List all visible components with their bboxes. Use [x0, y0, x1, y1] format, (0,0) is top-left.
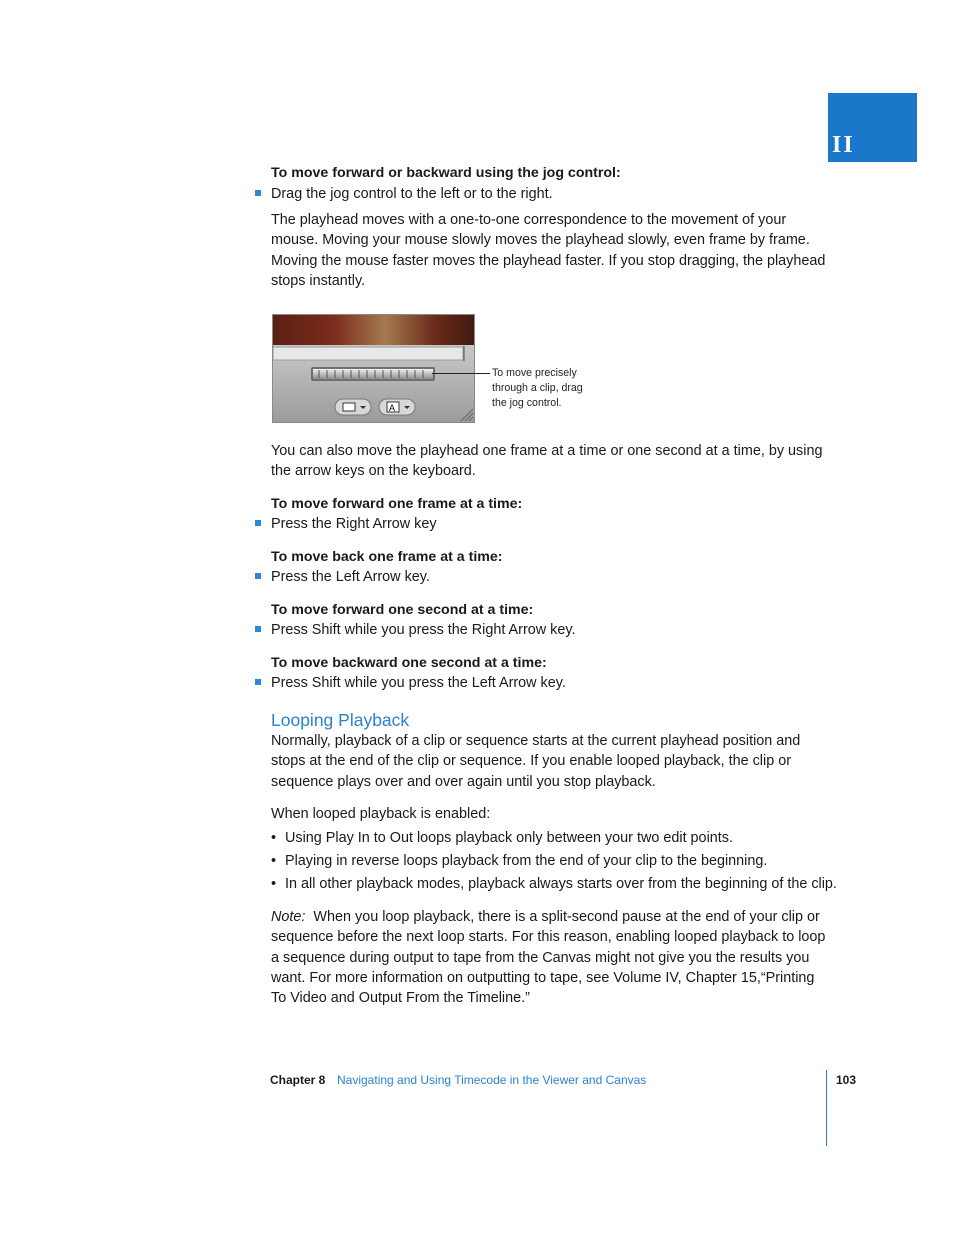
svg-text:A: A: [389, 403, 396, 413]
list-item: [271, 828, 733, 848]
jog-control-paragraph: The playhead moves with a one-to-one correspondence to the movement of your mouse. Moving your mouse slowly moves the playhead slowly, even frame by frame. Moving the mouse faster moves the playhead faster. If you stop dragging, the playhead stops instantly.: [271, 212, 826, 289]
jog-control-screenshot: [272, 314, 475, 423]
task-bullet: [271, 620, 575, 640]
looping-list-intro: When looped playback is enabled:: [271, 806, 491, 822]
square-bullet-icon: [255, 679, 261, 685]
list-item: [271, 874, 837, 894]
square-bullet-icon: [255, 190, 261, 196]
page-number: 103: [836, 1073, 857, 1087]
jog-control-heading: To move forward or backward using the jog control:: [271, 165, 621, 181]
figure-callout: [492, 366, 602, 411]
section-title: Looping Playback: [271, 710, 410, 730]
callout-line: through a clip, drag: [492, 382, 583, 394]
task-bullet-text: Press the Left Arrow key.: [271, 569, 430, 585]
task-bullet-text: Press Shift while you press the Right Arrow key.: [271, 622, 576, 638]
task-bullet: [271, 514, 437, 534]
footer-chapter: Chapter 8: [270, 1073, 326, 1087]
list-item-text: Using Play In to Out loops playback only between your two edit points.: [285, 830, 733, 846]
task-bullet-text: Press the Right Arrow key: [271, 516, 437, 532]
jog-control-bullet: [271, 184, 553, 204]
footer-chapter-title: Navigating and Using Timecode in the Viewer and Canvas: [337, 1073, 647, 1087]
note-paragraph: [271, 907, 827, 1008]
bullet-dot-icon: •: [271, 830, 277, 846]
task-bullet-text: Press Shift while you press the Left Arrow key.: [271, 675, 566, 691]
looping-paragraph: Normally, playback of a clip or sequence starts at the current playhead position and stops at the end of the clip or sequence. If you enable looped playback, the clip or sequence plays over and over again until you stop playback.: [271, 733, 801, 790]
part-tab-label: II: [832, 132, 855, 158]
arrow-keys-paragraph: You can also move the playhead one frame at a time or one second at a time, by using the arrow keys on the keyboard.: [271, 443, 823, 480]
list-item-text: Playing in reverse loops playback from the end of your clip to the beginning.: [285, 853, 768, 869]
part-tab: [828, 93, 917, 162]
square-bullet-icon: [255, 573, 261, 579]
task-bullet: [271, 673, 566, 693]
list-item-text: In all other playback modes, playback always starts over from the beginning of the clip.: [285, 876, 837, 892]
list-item: [271, 851, 767, 871]
callout-line: the jog control.: [492, 397, 562, 409]
bullet-dot-icon: •: [271, 876, 277, 892]
square-bullet-icon: [255, 520, 261, 526]
footer-divider: [826, 1070, 827, 1146]
jog-control-illustration: [273, 315, 475, 423]
task-heading: To move back one frame at a time:: [271, 549, 503, 565]
task-bullet: [271, 567, 430, 587]
task-heading: To move forward one second at a time:: [271, 602, 534, 618]
callout-line: To move precisely: [492, 367, 577, 379]
note-text: When you loop playback, there is a split-second pause at the end of your clip or sequence before the next loop starts. For this reason, enabling looped playback to loop a sequence during output to tape from the Canvas might not give you the results you want. For more information on outputting to tape, see Volume IV, Chapter 15,“Printing To Video and Output From the Timeline.”: [271, 909, 826, 1007]
callout-leader-line: [432, 373, 490, 374]
note-label: Note:: [271, 909, 306, 925]
square-bullet-icon: [255, 626, 261, 632]
jog-control-bullet-text: Drag the jog control to the left or to the right.: [271, 186, 553, 202]
task-heading: To move forward one frame at a time:: [271, 496, 523, 512]
task-heading: To move backward one second at a time:: [271, 655, 547, 671]
bullet-dot-icon: •: [271, 853, 277, 869]
